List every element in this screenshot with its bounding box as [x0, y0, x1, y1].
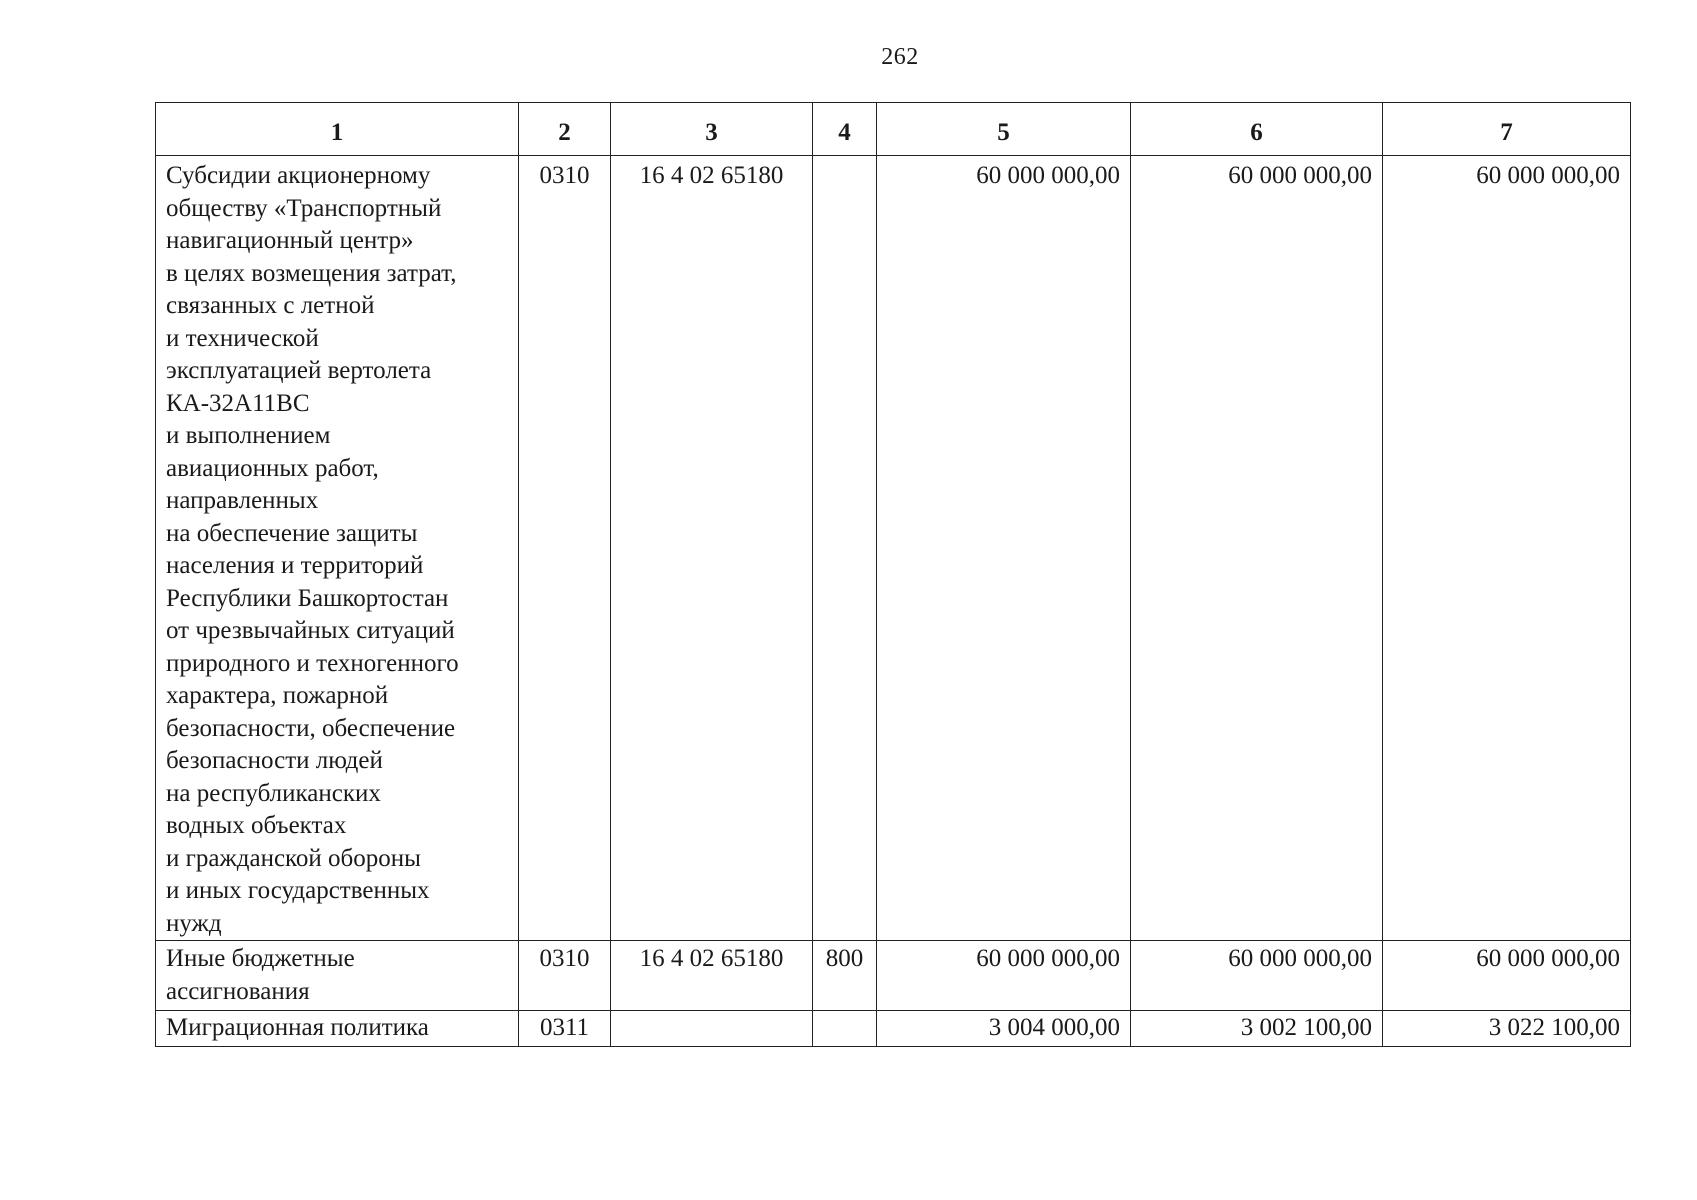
name-line: связанных с летной [166, 292, 375, 319]
section-code-cell: 0311 [519, 1011, 611, 1047]
name-line: направленных [166, 487, 319, 514]
section-code-cell: 0310 [519, 156, 611, 941]
target-article-cell: 16 4 02 65180 [611, 156, 813, 941]
row-name-cell [156, 941, 519, 1011]
name-line: ассигнования [166, 977, 310, 1005]
expense-type-cell [813, 156, 877, 941]
name-line: Республики Башкортостан [166, 584, 449, 612]
amount-cell-5: 60 000 000,00 [877, 941, 1131, 1011]
name-line: Субсидии акционерному [166, 162, 431, 189]
column-header-6: 6 [1131, 103, 1383, 156]
row-name-cell [156, 156, 519, 941]
page-number: 262 [881, 44, 919, 70]
name-line: и иных государственных [166, 877, 430, 904]
column-header-7: 7 [1383, 103, 1631, 156]
name-line: на обеспечение защиты [166, 519, 418, 547]
column-header-4: 4 [813, 103, 877, 156]
name-line: на республиканских [166, 779, 381, 807]
amount-cell-7: 60 000 000,00 [1383, 941, 1631, 1011]
name-line: обществу «Транспортный [166, 194, 442, 222]
name-line: от чрезвычайных ситуаций [166, 617, 455, 644]
table-row [156, 1011, 1631, 1047]
name-line: безопасности, обеспечение [166, 714, 456, 742]
name-line: и выполнением [166, 422, 331, 449]
table-row [156, 941, 1631, 1011]
name-line: эксплуатацией вертолета [166, 357, 432, 384]
name-line: в целях возмещения затрат, [166, 259, 457, 287]
name-line: навигационный центр» [166, 227, 414, 254]
budget-table [155, 102, 1631, 1047]
header-row [156, 103, 1631, 156]
target-article-cell [611, 1011, 813, 1047]
table-row [156, 156, 1631, 941]
name-line: природного и техногенного [166, 649, 459, 677]
column-header-5: 5 [877, 103, 1131, 156]
name-line: безопасности людей [166, 747, 383, 774]
amount-cell-7: 60 000 000,00 [1383, 156, 1631, 941]
amount-cell-6: 60 000 000,00 [1131, 941, 1383, 1011]
section-code-cell: 0310 [519, 941, 611, 1011]
column-header-2: 2 [519, 103, 611, 156]
expense-type-cell: 800 [813, 941, 877, 1011]
column-header-3: 3 [611, 103, 813, 156]
amount-cell-6: 60 000 000,00 [1131, 156, 1383, 941]
name-line: авиационных работ, [166, 454, 379, 482]
row-name-cell [156, 1011, 519, 1047]
expense-type-cell [813, 1011, 877, 1047]
amount-cell-5: 60 000 000,00 [877, 156, 1131, 941]
amount-cell-7: 3 022 100,00 [1383, 1011, 1631, 1047]
name-line: и технической [166, 324, 319, 352]
name-line: водных объектах [166, 812, 347, 839]
name-line: Миграционная политика [166, 1014, 429, 1041]
amount-cell-5: 3 004 000,00 [877, 1011, 1131, 1047]
name-line: КА-32А11ВС [166, 389, 310, 417]
name-line: характера, пожарной [166, 682, 389, 709]
name-line: населения и территорий [166, 552, 424, 579]
amount-cell-6: 3 002 100,00 [1131, 1011, 1383, 1047]
name-line: и гражданской обороны [166, 844, 421, 872]
target-article-cell: 16 4 02 65180 [611, 941, 813, 1011]
column-header-1: 1 [156, 103, 519, 156]
name-line: нужд [166, 909, 222, 937]
name-line: Иные бюджетные [166, 945, 355, 972]
